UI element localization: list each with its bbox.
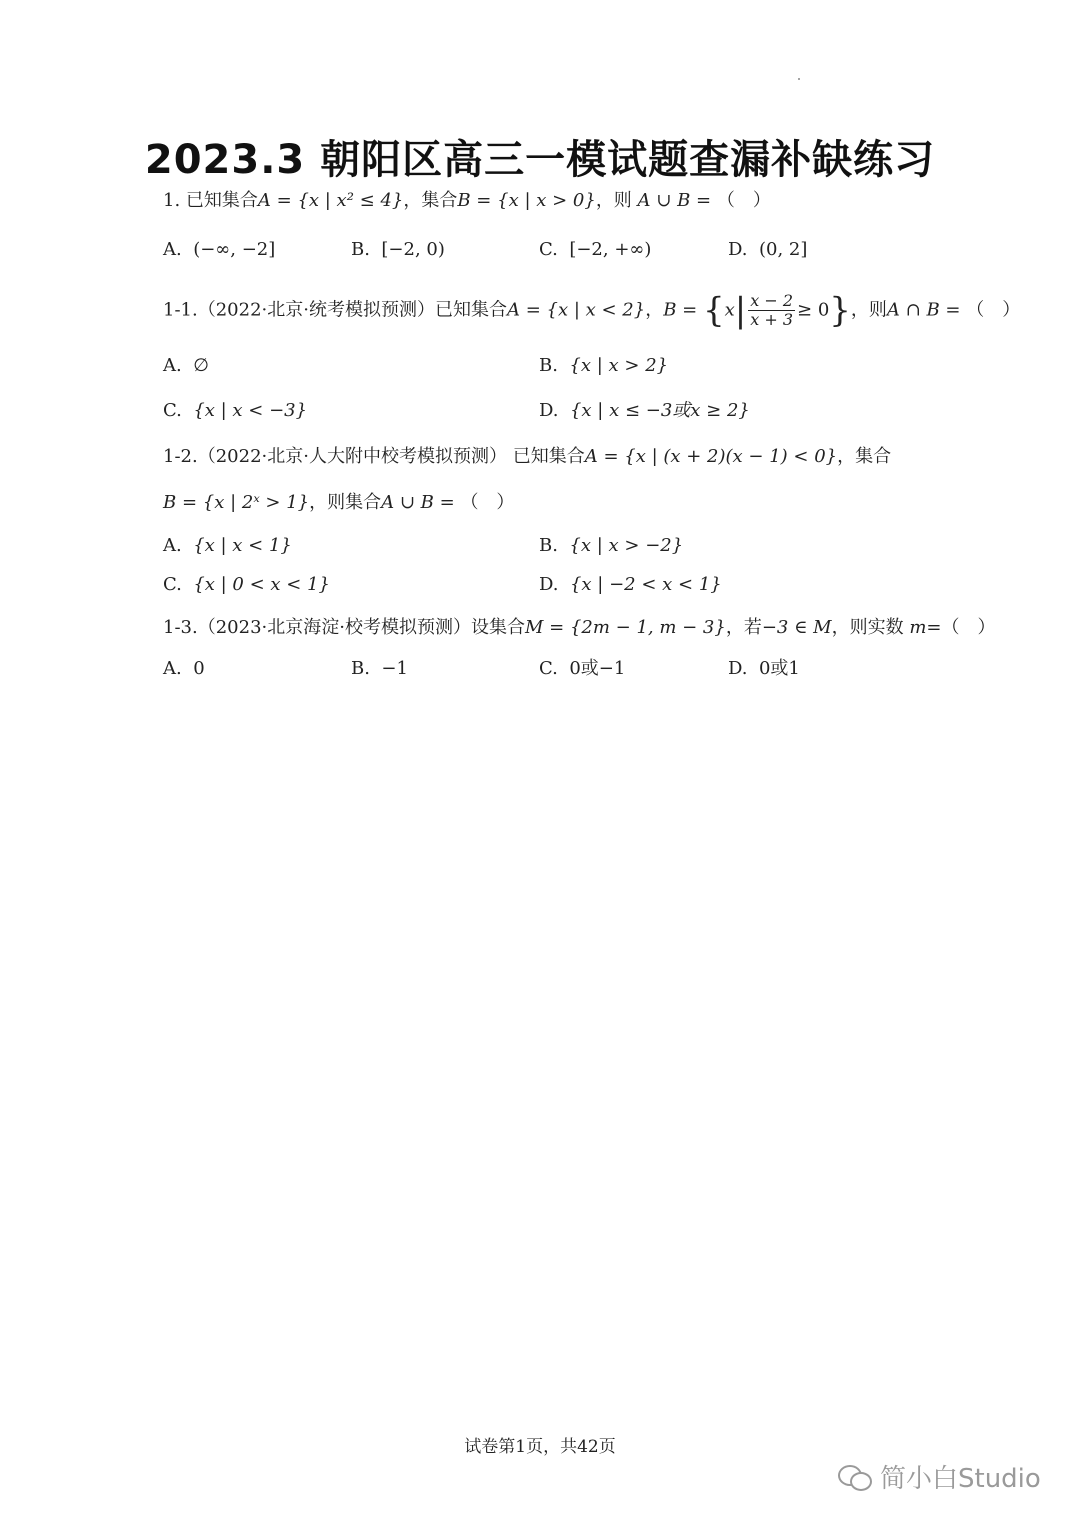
watermark xyxy=(838,1458,1041,1495)
option-c: C. [−2, +∞) xyxy=(539,239,652,260)
fraction: $\frac{x - 2}{x + 3}$ xyxy=(750,291,794,329)
option-c: C. {x | x < −3} xyxy=(163,400,308,421)
option-c: C. {x | 0 < x < 1} xyxy=(163,574,330,595)
option-d: D. (0, 2] xyxy=(728,239,808,260)
question-number: 1. xyxy=(163,190,181,211)
question-number: 1-1. xyxy=(163,299,198,321)
question-1: 1. 已知集合A = {x | x² ≤ 4}，集合B = {x | x > 0}，则 A ∪ B = （ ） xyxy=(163,190,771,211)
question-1-3: 1-3.（2023·北京海淀·校考模拟预测）设集合M = {2m − 1, m − 3}，若−3 ∈ M，则实数 m=（ ） xyxy=(163,617,996,638)
option-b: B. {x | x > 2} xyxy=(539,355,669,376)
option-d: D. {x | x ≤ −3或x ≥ 2} xyxy=(539,400,750,421)
option-b: B. [−2, 0) xyxy=(351,239,445,260)
option-a: A. 0 xyxy=(163,658,205,679)
question-1-1: 1-1.（2022·北京·统考模拟预测）已知集合A = {x | x < 2}，B = {x| $\frac{x - 2}{x + 3}$ ≥ 0}，则A ∩ B = （ ） xyxy=(163,290,1021,331)
question-source: （2023·北京海淀·校考模拟预测） xyxy=(197,617,471,638)
question-source: （2022·北京·统考模拟预测） xyxy=(197,299,435,321)
question-1-2-cont: B = {x | 2ˣ > 1}，则集合A ∪ B = （ ） xyxy=(163,492,515,513)
wechat-icon xyxy=(838,1463,872,1491)
question-number: 1-3. xyxy=(163,617,198,638)
watermark-text: 简小白Studio xyxy=(880,1464,1041,1494)
question-source: （2022·北京·人大附中校考模拟预测） xyxy=(197,446,507,467)
option-b: B. {x | x > −2} xyxy=(539,535,684,556)
option-a: A. (−∞, −2] xyxy=(163,239,276,260)
option-b: B. −1 xyxy=(351,658,408,679)
option-d: D. 0或1 xyxy=(728,658,800,679)
scan-speck xyxy=(798,78,800,80)
option-d: D. {x | −2 < x < 1} xyxy=(539,574,722,595)
page-title: 2023.3 朝阳区高三一模试题查漏补缺练习 xyxy=(144,137,936,183)
option-a: A. ∅ xyxy=(163,355,209,376)
question-1-2: 1-2.（2022·北京·人大附中校考模拟预测） 已知集合A = {x | (x + 2)(x − 1) < 0}，集合 xyxy=(163,446,892,467)
option-c: C. 0或−1 xyxy=(539,658,626,679)
option-a: A. {x | x < 1} xyxy=(163,535,292,556)
page-footer: 试卷第1页，共42页 xyxy=(464,1437,616,1457)
question-number: 1-2. xyxy=(163,446,198,467)
